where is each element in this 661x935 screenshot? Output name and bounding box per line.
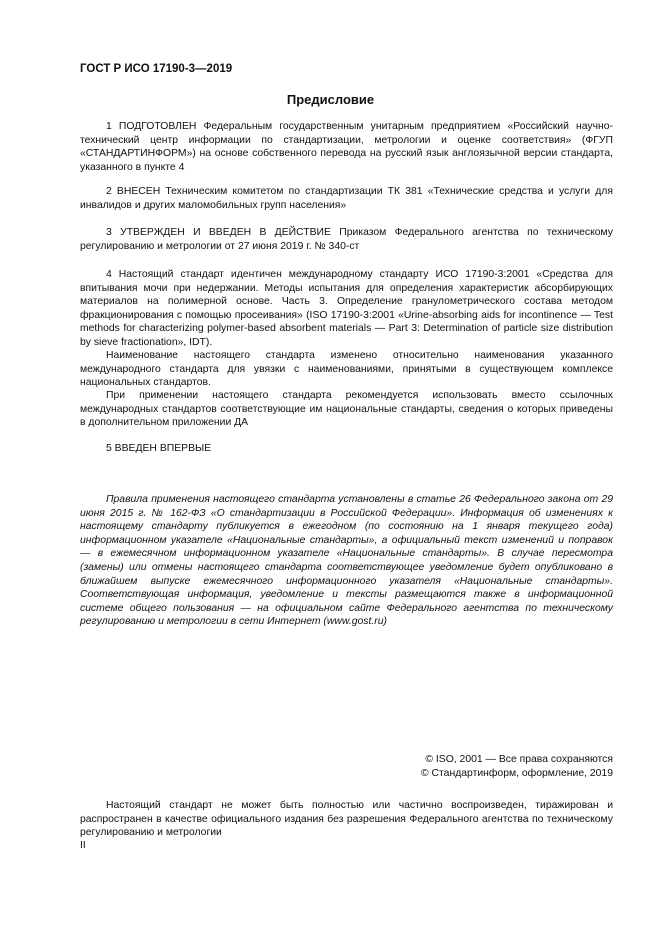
item-first-introduced: 5 ВВЕДЕН ВПЕРВЫЕ: [106, 443, 212, 454]
item-identical: 4 Настоящий стандарт идентичен международному стандарту ИСО 17190-3:2001 «Средства для впитывания мочи при недержании. Методы испытания для определения характеристик абсорбирующих материалов на полимерной основе. Часть 3. Определение гранулометрического состава методом фракционирования с помощью просеивания» (ISO 17190-3:2001 «Urine-absorbing aids for incontinence — Test methods for characterizing polymer-based absorbent materials — Part 3: Determination of particle size distribution by sieve fractionation», IDT).: [80, 269, 613, 348]
item-submitted: 2 ВНЕСЕН Техническим комитетом по стандартизации ТК 381 «Технические средства и услуги для инвалидов и других маломобильных групп населения»: [80, 186, 613, 211]
item-references: При применении настоящего стандарта рекомендуется использовать вместо ссылочных международных стандартов соответствующие им национальные стандарты, сведения о которых приведены в дополнительном приложении ДА: [80, 390, 613, 429]
page-number: II: [80, 840, 86, 851]
item-title-changed: Наименование настоящего стандарта изменено относительно наименования указанного международного стандарта для увязки с наименованиями, принятыми в существующем комплексе национальных стандартов.: [80, 350, 613, 389]
copyright-iso: © ISO, 2001 — Все права сохраняются: [425, 754, 613, 765]
item-prepared: 1 ПОДГОТОВЛЕН Федеральным государственным унитарным предприятием «Российский научно-технический центр информации по стандартизации, метрологии и оценке соответствия» (ФГУП «СТАНДАРТИНФОРМ») на основе собственного перевода на русский язык англоязычной версии стандарта, указанного в пункте 4: [80, 121, 613, 173]
copyright-standartinform: © Стандартинформ, оформление, 2019: [420, 768, 613, 779]
reproduction-notice: Настоящий стандарт не может быть полностью или частично воспроизведен, тиражирован и распространен в качестве официального издания без разрешения Федерального агентства по техническому регулированию и метрологии: [80, 800, 613, 839]
section-title: Предисловие: [286, 92, 375, 107]
item-approved: 3 УТВЕРЖДЕН И ВВЕДЕН В ДЕЙСТВИЕ Приказом Федерального агентства по техническому регулированию и метрологии от 27 июня 2019 г. № 340-ст: [80, 227, 613, 252]
application-notice: Правила применения настоящего стандарта установлены в статье 26 Федерального закона от 29 июня 2015 г. № 162-ФЗ «О стандартизации в Российской Федерации». Информация об изменениях к настоящему стандарту публикуется в ежегодном (по состоянию на 1 января текущего года) информационном указателе «Национальные стандарты», а официальный текст изменений и поправок — в ежемесячном информационном указателе «Национальные стандарты». В случае пересмотра (замены) или отмены настоящего стандарта соответствующее уведомление будет опубликовано в ближайшем выпуске ежемесячного информационного указателя «Национальные стандарты». Соответствующая информация, уведомление и тексты размещаются также в информационной системе общего пользования — на официальном сайте Федерального агентства по техническому регулированию и метрологии в сети Интернет (www.gost.ru): [80, 494, 613, 628]
document-code: ГОСТ Р ИСО 17190-3—2019: [80, 63, 233, 75]
